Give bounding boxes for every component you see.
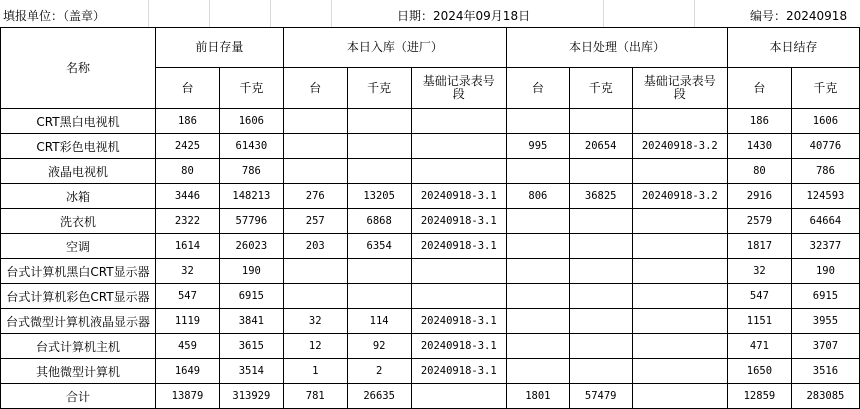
processed-kg-cell bbox=[569, 284, 632, 309]
closing-units-cell: 12859 bbox=[727, 384, 791, 409]
processed-kg-cell: 57479 bbox=[569, 384, 632, 409]
prev-stock-units-cell: 1119 bbox=[156, 309, 220, 334]
closing-units-cell: 1151 bbox=[727, 309, 791, 334]
prev-stock-kg-cell: 6915 bbox=[219, 284, 283, 309]
inbound-units-cell: 12 bbox=[283, 334, 347, 359]
processed-record-cell: 20240918-3.2 bbox=[632, 184, 727, 209]
closing-kg-cell: 1606 bbox=[791, 109, 859, 134]
item-name-cell: 冰箱 bbox=[1, 184, 156, 209]
inbound-kg-cell: 26635 bbox=[347, 384, 411, 409]
inbound-kg-cell bbox=[347, 159, 411, 184]
prev-stock-kg-cell: 26023 bbox=[219, 234, 283, 259]
table-row bbox=[1, 259, 860, 284]
processed-record-cell bbox=[632, 384, 727, 409]
closing-units-cell: 32 bbox=[727, 259, 791, 284]
closing-kg-cell: 6915 bbox=[791, 284, 859, 309]
closing-kg-cell: 283085 bbox=[791, 384, 859, 409]
sub-header-kg: 千克 bbox=[569, 68, 632, 109]
inbound-units-cell: 257 bbox=[283, 209, 347, 234]
processed-record-cell bbox=[632, 284, 727, 309]
inbound-kg-cell bbox=[347, 109, 411, 134]
prev-stock-units-cell: 1614 bbox=[156, 234, 220, 259]
item-name-cell: 台式微型计算机液晶显示器 bbox=[1, 309, 156, 334]
prev-stock-kg-cell: 190 bbox=[219, 259, 283, 284]
table-row bbox=[1, 234, 860, 259]
processed-kg-cell bbox=[569, 334, 632, 359]
inbound-units-cell bbox=[283, 159, 347, 184]
inbound-units-cell: 32 bbox=[283, 309, 347, 334]
prev-stock-kg-cell: 3615 bbox=[219, 334, 283, 359]
processed-record-cell bbox=[632, 209, 727, 234]
inventory-table bbox=[0, 27, 860, 409]
closing-units-cell: 1817 bbox=[727, 234, 791, 259]
sub-header-units: 台 bbox=[283, 68, 347, 109]
col-header-inbound: 本日入库（进厂） bbox=[283, 28, 506, 68]
processed-units-cell: 806 bbox=[506, 184, 569, 209]
processed-units-cell: 995 bbox=[506, 134, 569, 159]
table-row bbox=[1, 209, 860, 234]
processed-units-cell bbox=[506, 109, 569, 134]
prev-stock-units-cell: 3446 bbox=[156, 184, 220, 209]
prev-stock-kg-cell: 313929 bbox=[219, 384, 283, 409]
closing-kg-cell: 3707 bbox=[791, 334, 859, 359]
prev-stock-units-cell: 13879 bbox=[156, 384, 220, 409]
processed-record-cell bbox=[632, 334, 727, 359]
sub-header-units: 台 bbox=[727, 68, 791, 109]
item-name-cell: 台式计算机彩色CRT显示器 bbox=[1, 284, 156, 309]
item-name-cell: 洗衣机 bbox=[1, 209, 156, 234]
record-range-label: 基础记录表号段 bbox=[422, 74, 495, 101]
processed-kg-cell bbox=[569, 159, 632, 184]
inbound-kg-cell: 92 bbox=[347, 334, 411, 359]
processed-record-cell: 20240918-3.2 bbox=[632, 134, 727, 159]
inbound-units-cell bbox=[283, 109, 347, 134]
prev-stock-kg-cell: 61430 bbox=[219, 134, 283, 159]
table-row bbox=[1, 309, 860, 334]
table-row bbox=[1, 159, 860, 184]
closing-units-cell: 471 bbox=[727, 334, 791, 359]
inbound-record-cell: 20240918-3.1 bbox=[411, 184, 506, 209]
report-header bbox=[0, 0, 848, 28]
sub-header-kg: 千克 bbox=[347, 68, 411, 109]
processed-units-cell: 1801 bbox=[506, 384, 569, 409]
closing-kg-cell: 3516 bbox=[791, 359, 859, 384]
inbound-units-cell: 781 bbox=[283, 384, 347, 409]
col-header-name: 名称 bbox=[1, 28, 156, 109]
reporting-unit-label: 填报单位：（盖章） bbox=[3, 9, 106, 23]
prev-stock-units-cell: 80 bbox=[156, 159, 220, 184]
table-row bbox=[1, 359, 860, 384]
prev-stock-units-cell: 32 bbox=[156, 259, 220, 284]
inbound-units-cell bbox=[283, 134, 347, 159]
closing-kg-cell: 786 bbox=[791, 159, 859, 184]
closing-units-cell: 186 bbox=[727, 109, 791, 134]
processed-units-cell bbox=[506, 259, 569, 284]
inbound-kg-cell: 6354 bbox=[347, 234, 411, 259]
processed-kg-cell bbox=[569, 109, 632, 134]
table-row bbox=[1, 334, 860, 359]
inbound-record-cell: 20240918-3.1 bbox=[411, 209, 506, 234]
prev-stock-kg-cell: 148213 bbox=[219, 184, 283, 209]
prev-stock-units-cell: 186 bbox=[156, 109, 220, 134]
inbound-units-cell: 1 bbox=[283, 359, 347, 384]
col-header-prev-stock: 前日存量 bbox=[156, 28, 284, 68]
inbound-record-cell bbox=[411, 159, 506, 184]
table-row bbox=[1, 134, 860, 159]
prev-stock-kg-cell: 786 bbox=[219, 159, 283, 184]
inbound-record-cell: 20240918-3.1 bbox=[411, 309, 506, 334]
item-name-cell: 合计 bbox=[1, 384, 156, 409]
item-name-cell: CRT黑白电视机 bbox=[1, 109, 156, 134]
inbound-record-cell: 20240918-3.1 bbox=[411, 359, 506, 384]
gridline bbox=[331, 0, 332, 27]
inbound-record-cell bbox=[411, 384, 506, 409]
processed-units-cell bbox=[506, 334, 569, 359]
prev-stock-kg-cell: 57796 bbox=[219, 209, 283, 234]
closing-units-cell: 2916 bbox=[727, 184, 791, 209]
prev-stock-units-cell: 2425 bbox=[156, 134, 220, 159]
processed-units-cell bbox=[506, 209, 569, 234]
closing-kg-cell: 40776 bbox=[791, 134, 859, 159]
sub-header-kg: 千克 bbox=[219, 68, 283, 109]
prev-stock-kg-cell: 3841 bbox=[219, 309, 283, 334]
processed-kg-cell bbox=[569, 359, 632, 384]
inbound-kg-cell bbox=[347, 259, 411, 284]
processed-units-cell bbox=[506, 359, 569, 384]
processed-kg-cell: 36825 bbox=[569, 184, 632, 209]
processed-record-cell bbox=[632, 234, 727, 259]
inbound-kg-cell: 2 bbox=[347, 359, 411, 384]
sub-header-kg: 千克 bbox=[791, 68, 859, 109]
sub-header-units: 台 bbox=[156, 68, 220, 109]
closing-kg-cell: 32377 bbox=[791, 234, 859, 259]
inbound-record-cell bbox=[411, 284, 506, 309]
prev-stock-kg-cell: 3514 bbox=[219, 359, 283, 384]
inbound-units-cell bbox=[283, 284, 347, 309]
gridline bbox=[270, 0, 271, 27]
item-name-cell: 空调 bbox=[1, 234, 156, 259]
inbound-units-cell: 276 bbox=[283, 184, 347, 209]
table-row bbox=[1, 109, 860, 134]
total-row bbox=[1, 384, 860, 409]
inbound-kg-cell bbox=[347, 284, 411, 309]
gridline bbox=[603, 0, 604, 27]
col-header-closing-stock: 本日结存 bbox=[727, 28, 859, 68]
processed-kg-cell bbox=[569, 259, 632, 284]
processed-record-cell bbox=[632, 259, 727, 284]
report-date: 日期：2024年09月18日 bbox=[397, 9, 531, 23]
inbound-record-cell: 20240918-3.1 bbox=[411, 334, 506, 359]
closing-kg-cell: 124593 bbox=[791, 184, 859, 209]
item-name-cell: CRT彩色电视机 bbox=[1, 134, 156, 159]
inbound-record-cell bbox=[411, 109, 506, 134]
item-name-cell: 液晶电视机 bbox=[1, 159, 156, 184]
table-row bbox=[1, 284, 860, 309]
closing-kg-cell: 3955 bbox=[791, 309, 859, 334]
closing-units-cell: 1430 bbox=[727, 134, 791, 159]
prev-stock-kg-cell: 1606 bbox=[219, 109, 283, 134]
closing-kg-cell: 64664 bbox=[791, 209, 859, 234]
prev-stock-units-cell: 1649 bbox=[156, 359, 220, 384]
inbound-kg-cell: 6868 bbox=[347, 209, 411, 234]
processed-kg-cell bbox=[569, 309, 632, 334]
header-row-1 bbox=[1, 28, 860, 68]
gridline bbox=[209, 0, 210, 27]
gridline bbox=[694, 0, 695, 27]
inbound-record-cell: 20240918-3.1 bbox=[411, 234, 506, 259]
inbound-record-cell bbox=[411, 134, 506, 159]
closing-units-cell: 547 bbox=[727, 284, 791, 309]
processed-units-cell bbox=[506, 284, 569, 309]
table-row bbox=[1, 184, 860, 209]
closing-units-cell: 80 bbox=[727, 159, 791, 184]
inbound-kg-cell bbox=[347, 134, 411, 159]
processed-units-cell bbox=[506, 159, 569, 184]
processed-record-cell bbox=[632, 109, 727, 134]
prev-stock-units-cell: 459 bbox=[156, 334, 220, 359]
inbound-kg-cell: 13205 bbox=[347, 184, 411, 209]
inbound-record-cell bbox=[411, 259, 506, 284]
processed-kg-cell: 20654 bbox=[569, 134, 632, 159]
sub-header-record-range bbox=[411, 68, 506, 109]
inbound-units-cell bbox=[283, 259, 347, 284]
inbound-kg-cell: 114 bbox=[347, 309, 411, 334]
record-range-label: 基础记录表号段 bbox=[643, 74, 716, 101]
prev-stock-units-cell: 2322 bbox=[156, 209, 220, 234]
processed-record-cell bbox=[632, 359, 727, 384]
closing-kg-cell: 190 bbox=[791, 259, 859, 284]
processed-kg-cell bbox=[569, 234, 632, 259]
report-number: 编号：20240918 bbox=[750, 9, 848, 23]
inbound-units-cell: 203 bbox=[283, 234, 347, 259]
prev-stock-units-cell: 547 bbox=[156, 284, 220, 309]
gridline bbox=[148, 0, 149, 27]
item-name-cell: 台式计算机黑白CRT显示器 bbox=[1, 259, 156, 284]
item-name-cell: 台式计算机主机 bbox=[1, 334, 156, 359]
sub-header-record-range bbox=[632, 68, 727, 109]
processed-record-cell bbox=[632, 159, 727, 184]
processed-units-cell bbox=[506, 309, 569, 334]
processed-kg-cell bbox=[569, 209, 632, 234]
processed-units-cell bbox=[506, 234, 569, 259]
closing-units-cell: 2579 bbox=[727, 209, 791, 234]
item-name-cell: 其他微型计算机 bbox=[1, 359, 156, 384]
closing-units-cell: 1650 bbox=[727, 359, 791, 384]
processed-record-cell bbox=[632, 309, 727, 334]
col-header-processed: 本日处理（出库） bbox=[506, 28, 727, 68]
sub-header-units: 台 bbox=[506, 68, 569, 109]
